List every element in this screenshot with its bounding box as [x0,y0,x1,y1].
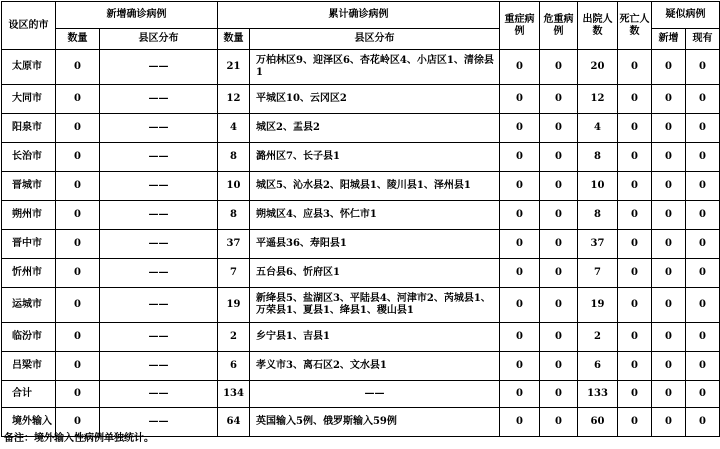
suspected-new-cell: 0 [652,201,686,230]
severe-cell: 0 [500,259,540,288]
city-cell: 运城市 [2,288,56,323]
suspected-current-cell: 0 [686,50,720,85]
new-count-cell: 0 [56,288,100,323]
new-count-cell: 0 [56,381,100,408]
deaths-cell: 0 [618,259,652,288]
deaths-cell: 0 [618,323,652,352]
new-count-cell: 0 [56,85,100,114]
cum-count-cell: 134 [218,381,250,408]
discharged-cell: 37 [578,230,618,259]
cum-count-cell: 6 [218,352,250,381]
severe-cell: 0 [500,230,540,259]
suspected-new-cell: 0 [652,352,686,381]
critical-cell: 0 [540,323,578,352]
new-dist-cell: —— [100,50,218,85]
case-statistics-table [1,1,720,437]
suspected-new-cell: 0 [652,85,686,114]
suspected-current-cell: 0 [686,408,720,437]
header-suspected-current: 现有 [686,29,720,50]
cum-dist-cell: 平城区10、云冈区2 [250,85,500,114]
cum-count-cell: 8 [218,201,250,230]
cum-dist-cell: 新绛县5、盐湖区3、平陆县4、河津市2、芮城县1、万荣县1、夏县1、绛县1、稷山县1 [250,288,500,323]
table-row [2,259,720,288]
severe-cell: 0 [500,114,540,143]
table-row [2,172,720,201]
header-new-confirmed: 新增确诊病例 [56,2,218,29]
new-dist-cell: —— [100,172,218,201]
table-row [2,201,720,230]
critical-cell: 0 [540,381,578,408]
cum-dist-cell: 平遥县36、寿阳县1 [250,230,500,259]
discharged-cell: 6 [578,352,618,381]
total-row [2,381,720,408]
discharged-cell: 2 [578,323,618,352]
discharged-cell: 133 [578,381,618,408]
table-row [2,50,720,85]
critical-cell: 0 [540,288,578,323]
new-count-cell: 0 [56,408,100,437]
cum-count-cell: 10 [218,172,250,201]
new-dist-cell: —— [100,143,218,172]
discharged-cell: 60 [578,408,618,437]
cum-count-cell: 64 [218,408,250,437]
header-suspected: 疑似病例 [652,2,720,29]
header-discharged: 出院人数 [578,2,618,50]
new-dist-cell: —— [100,230,218,259]
critical-cell: 0 [540,230,578,259]
severe-cell: 0 [500,143,540,172]
discharged-cell: 8 [578,201,618,230]
new-count-cell: 0 [56,143,100,172]
cum-count-cell: 19 [218,288,250,323]
header-deaths: 死亡人数 [618,2,652,50]
deaths-cell: 0 [618,114,652,143]
header-severe: 重症病例 [500,2,540,50]
new-count-cell: 0 [56,50,100,85]
city-cell: 朔州市 [2,201,56,230]
new-count-cell: 0 [56,172,100,201]
table-row [2,352,720,381]
cum-dist-cell: 潞州区7、长子县1 [250,143,500,172]
table-row [2,114,720,143]
total-label-cell: 合计 [2,381,56,408]
cum-dist-cell: 朔城区4、应县3、怀仁市1 [250,201,500,230]
severe-cell: 0 [500,323,540,352]
table-footnote: 备注：境外输入性病例单独统计。 [4,433,154,444]
deaths-cell: 0 [618,50,652,85]
new-count-cell: 0 [56,201,100,230]
city-cell: 晋城市 [2,172,56,201]
discharged-cell: 19 [578,288,618,323]
deaths-cell: 0 [618,230,652,259]
header-new-count: 数量 [56,29,100,50]
deaths-cell: 0 [618,201,652,230]
critical-cell: 0 [540,172,578,201]
new-count-cell: 0 [56,352,100,381]
table-row [2,230,720,259]
new-dist-cell: —— [100,323,218,352]
discharged-cell: 20 [578,50,618,85]
discharged-cell: 10 [578,172,618,201]
suspected-current-cell: 0 [686,85,720,114]
suspected-current-cell: 0 [686,172,720,201]
severe-cell: 0 [500,381,540,408]
suspected-new-cell: 0 [652,50,686,85]
suspected-new-cell: 0 [652,259,686,288]
suspected-current-cell: 0 [686,201,720,230]
critical-cell: 0 [540,143,578,172]
city-cell: 长治市 [2,143,56,172]
severe-cell: 0 [500,352,540,381]
header-cum-count: 数量 [218,29,250,50]
suspected-current-cell: 0 [686,352,720,381]
discharged-cell: 4 [578,114,618,143]
cum-dist-cell: 孝义市3、离石区2、文水县1 [250,352,500,381]
suspected-current-cell: 0 [686,288,720,323]
header-new-county-distribution: 县区分布 [100,29,218,50]
suspected-new-cell: 0 [652,114,686,143]
city-cell: 临汾市 [2,323,56,352]
cum-count-cell: 7 [218,259,250,288]
new-dist-cell: —— [100,201,218,230]
discharged-cell: 7 [578,259,618,288]
city-cell: 晋中市 [2,230,56,259]
deaths-cell: 0 [618,381,652,408]
cum-count-cell: 12 [218,85,250,114]
severe-cell: 0 [500,172,540,201]
critical-cell: 0 [540,352,578,381]
suspected-current-cell: 0 [686,143,720,172]
severe-cell: 0 [500,50,540,85]
cum-dist-cell: 万柏林区9、迎泽区6、杏花岭区4、小店区1、清徐县1 [250,50,500,85]
suspected-new-cell: 0 [652,143,686,172]
new-dist-cell: —— [100,408,218,437]
new-dist-cell: —— [100,381,218,408]
cum-dist-cell: —— [250,381,500,408]
suspected-new-cell: 0 [652,172,686,201]
new-dist-cell: —— [100,259,218,288]
critical-cell: 0 [540,114,578,143]
new-dist-cell: —— [100,114,218,143]
new-count-cell: 0 [56,114,100,143]
cum-dist-cell: 英国输入5例、俄罗斯输入59例 [250,408,500,437]
critical-cell: 0 [540,408,578,437]
suspected-new-cell: 0 [652,408,686,437]
new-count-cell: 0 [56,230,100,259]
suspected-new-cell: 0 [652,288,686,323]
header-cum-county-distribution: 县区分布 [250,29,500,50]
city-cell: 大同市 [2,85,56,114]
city-cell: 忻州市 [2,259,56,288]
city-cell: 吕梁市 [2,352,56,381]
imported-label-cell: 境外输入 [2,408,56,437]
cum-dist-cell: 五台县6、忻府区1 [250,259,500,288]
deaths-cell: 0 [618,288,652,323]
table-row [2,323,720,352]
cum-dist-cell: 城区5、沁水县2、阳城县1、陵川县1、泽州县1 [250,172,500,201]
suspected-new-cell: 0 [652,230,686,259]
city-cell: 太原市 [2,50,56,85]
severe-cell: 0 [500,288,540,323]
header-row-1 [2,2,720,29]
header-suspected-new: 新增 [652,29,686,50]
cum-dist-cell: 城区2、盂县2 [250,114,500,143]
discharged-cell: 12 [578,85,618,114]
critical-cell: 0 [540,85,578,114]
suspected-current-cell: 0 [686,381,720,408]
severe-cell: 0 [500,408,540,437]
cum-count-cell: 4 [218,114,250,143]
cum-count-cell: 21 [218,50,250,85]
severe-cell: 0 [500,85,540,114]
cum-count-cell: 8 [218,143,250,172]
severe-cell: 0 [500,201,540,230]
header-district: 设区的市 [2,2,56,50]
deaths-cell: 0 [618,85,652,114]
suspected-current-cell: 0 [686,323,720,352]
new-count-cell: 0 [56,323,100,352]
new-count-cell: 0 [56,259,100,288]
deaths-cell: 0 [618,143,652,172]
table-row [2,85,720,114]
critical-cell: 0 [540,201,578,230]
city-cell: 阳泉市 [2,114,56,143]
suspected-new-cell: 0 [652,323,686,352]
deaths-cell: 0 [618,352,652,381]
suspected-current-cell: 0 [686,114,720,143]
new-dist-cell: —— [100,352,218,381]
table-row [2,288,720,323]
discharged-cell: 8 [578,143,618,172]
header-cumulative-confirmed: 累计确诊病例 [218,2,500,29]
table-row [2,143,720,172]
cum-count-cell: 2 [218,323,250,352]
deaths-cell: 0 [618,408,652,437]
cum-count-cell: 37 [218,230,250,259]
suspected-current-cell: 0 [686,259,720,288]
cum-dist-cell: 乡宁县1、吉县1 [250,323,500,352]
header-critical: 危重病例 [540,2,578,50]
deaths-cell: 0 [618,172,652,201]
new-dist-cell: —— [100,85,218,114]
critical-cell: 0 [540,259,578,288]
critical-cell: 0 [540,50,578,85]
new-dist-cell: —— [100,288,218,323]
suspected-new-cell: 0 [652,381,686,408]
suspected-current-cell: 0 [686,230,720,259]
